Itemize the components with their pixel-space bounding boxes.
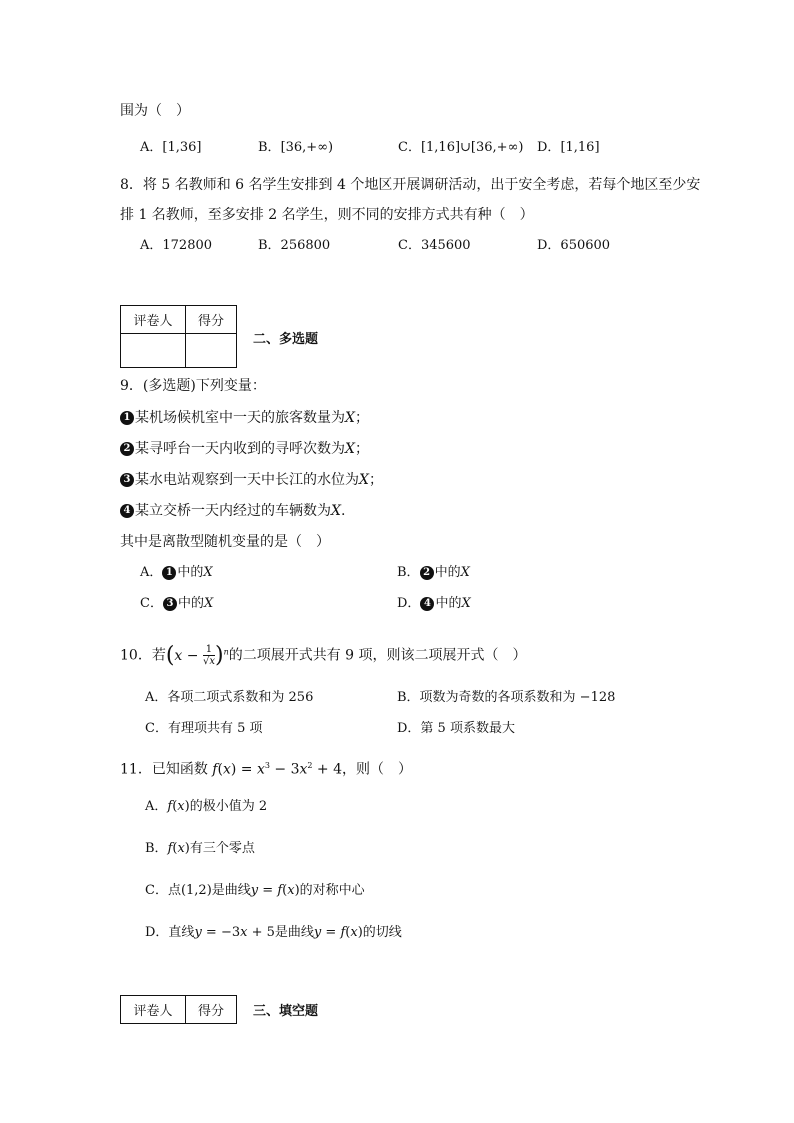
q8-option-b: B．256800 [258, 238, 331, 253]
q8-stem-line1: 8．将 5 名教师和 6 名学生安排到 4 个地区开展调研活动，出于安全考虑，若每个地区至少安 [120, 177, 701, 193]
q9-option-b: B． 2 中的X [397, 565, 470, 580]
q8-option-d: D．650600 [537, 238, 611, 253]
q11-stem: 11．已知函数 $f(x) = x^3 - 3x^2 + 4$，则（ ） [120, 761, 413, 778]
q9-item-4: 4 某立交桥一天内经过的车辆数为X. [120, 501, 345, 521]
q11-option-a: A．f(x)的极小值为 2 [145, 799, 268, 814]
q11-option-d: D．直线y = −3x + 5是曲线y = f(x)的切线 [145, 925, 402, 940]
q9-option-c: C． 3 中的X [140, 596, 214, 611]
circled-3-icon: 3 [120, 473, 134, 487]
grader-box-1 [120, 305, 237, 368]
q9-item-3: 3 某水电站观察到一天中长江的水位为X； [120, 470, 383, 490]
q10-option-c: C．有理项共有 5 项 [145, 721, 263, 736]
q11-option-b: B．f(x)有三个零点 [145, 841, 255, 856]
grader-header-reviewer: 评卷人 [121, 996, 186, 1024]
grader-header-score: 得分 [186, 306, 237, 334]
grader-score-cell[interactable] [186, 334, 237, 368]
q7-option-a: A．[1,36] [140, 140, 202, 155]
q7-option-c: C．[1,16]∪[36,+∞) [398, 140, 524, 155]
q10-option-a: A．各项二项式系数和为 256 [145, 690, 314, 705]
grader-box-2 [120, 995, 237, 1024]
q7-tail: 围为（ ） [120, 103, 190, 119]
circled-1-icon: 1 [120, 411, 134, 425]
q10-option-b: B．项数为奇数的各项系数和为 −128 [397, 690, 616, 705]
q10-stem: 10．若(x − $\frac{1}{√x}$ )$^n$的二项展开式共有 9 项，则该二项展开式（ ） [120, 642, 527, 668]
q9-item-1: 1 某机场候机室中一天的旅客数量为X； [120, 408, 369, 428]
q8-stem-line2: 排 1 名教师，至多安排 2 名学生，则不同的安排方式共有种（ ） [120, 207, 534, 223]
q9-stem: 9．(多选题)下列变量： [120, 378, 266, 394]
q8-option-c: C．345600 [398, 238, 471, 253]
section-title-fill-in: 三、填空题 [253, 1004, 319, 1019]
grader-header-reviewer: 评卷人 [121, 306, 186, 334]
circled-4-icon: 4 [120, 504, 134, 518]
q7-option-d: D．[1,16] [537, 140, 600, 155]
q9-item-2: 2 某寻呼台一天内收到的寻呼次数为X； [120, 439, 369, 459]
q9-option-d: D． 4 中的X [397, 596, 471, 611]
q11-option-c: C．点(1,2)是曲线y = f(x)的对称中心 [145, 883, 365, 898]
grader-header-score: 得分 [186, 996, 237, 1024]
section-title-multiple-choice: 二、多选题 [253, 332, 319, 347]
grader-reviewer-cell[interactable] [121, 334, 186, 368]
q8-option-a: A．172800 [140, 238, 213, 253]
q9-ask: 其中是离散型随机变量的是（ ） [120, 534, 330, 550]
q10-option-d: D．第 5 项系数最大 [397, 721, 515, 736]
circled-2-icon: 2 [120, 442, 134, 456]
binomial-expression: (x − $\frac{1}{√x}$ )$^n$ [165, 642, 229, 668]
q7-option-b: B．[36,+∞) [258, 140, 334, 155]
q9-option-a: A． 1 中的X [140, 565, 213, 580]
